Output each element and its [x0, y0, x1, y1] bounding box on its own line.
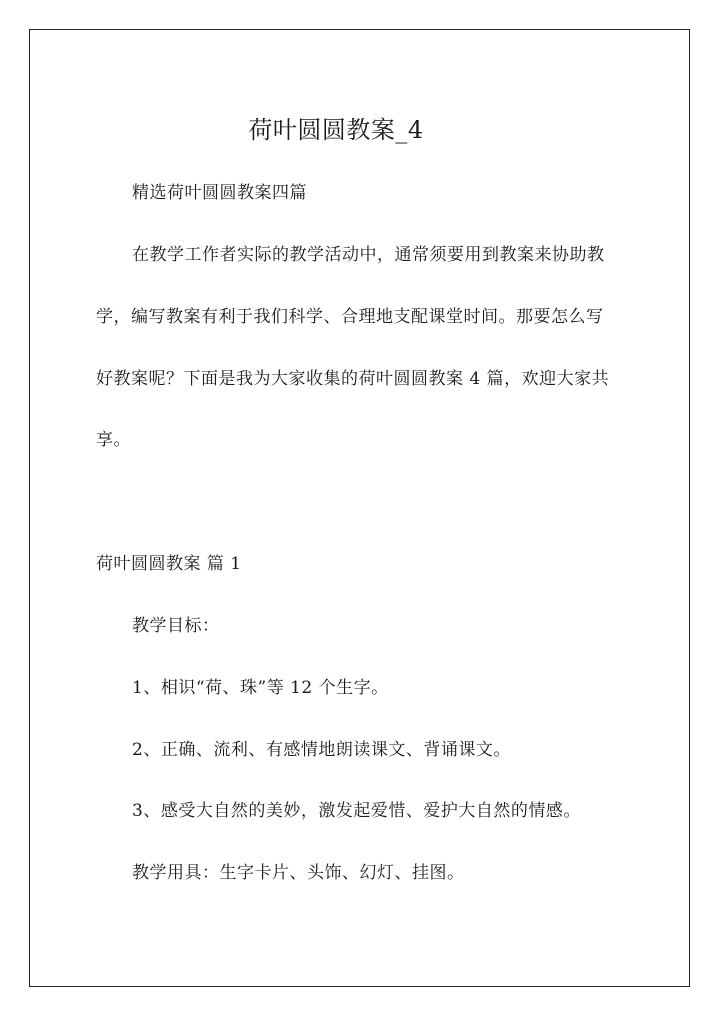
intro-line-3: 好教案呢？下面是我为大家收集的荷叶圆圆教案 4 篇，欢迎大家共: [96, 369, 610, 389]
intro-line-4: 享。: [96, 430, 131, 450]
goal-item-1: 1、相识“荷、珠”等 12 个生字。: [132, 678, 389, 698]
intro-line-1: 在教学工作者实际的教学活动中，通常须要用到教案来协助教: [132, 245, 605, 265]
goals-label: 教学目标：: [132, 616, 220, 636]
goal-item-2: 2、正确、流利、有感情地朗读课文、背诵课文。: [132, 740, 511, 760]
section-heading: 荷叶圆圆教案 篇 1: [96, 554, 242, 574]
document-title: 荷叶圆圆教案_4: [248, 116, 424, 144]
document-subtitle: 精选荷叶圆圆教案四篇: [132, 183, 307, 203]
goal-item-3: 3、感受大自然的美妙，激发起爱惜、爱护大自然的情感。: [132, 801, 581, 821]
page-border: [29, 29, 690, 987]
intro-line-2: 学，编写教案有利于我们科学、合理地支配课堂时间。那要怎么写: [96, 307, 604, 327]
tools-line: 教学用具：生字卡片、头饰、幻灯、挂图。: [132, 863, 465, 883]
